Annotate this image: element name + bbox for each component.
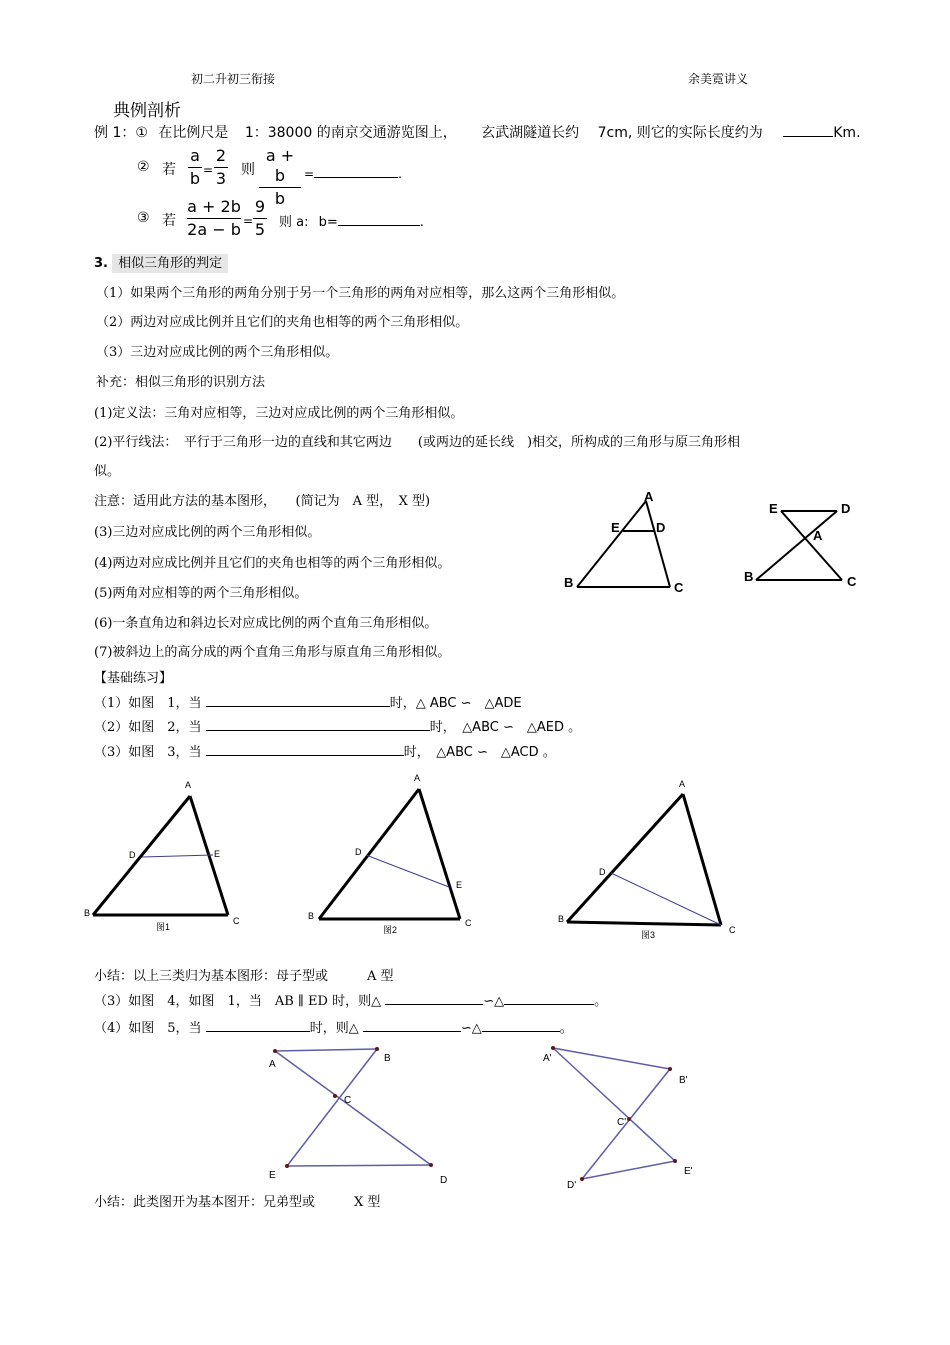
a-fig-label-d: D bbox=[656, 520, 666, 535]
q2-eq: = bbox=[203, 163, 214, 177]
practice-q5-d: 。 bbox=[559, 1021, 573, 1036]
fig4-segment-ab bbox=[275, 1049, 377, 1051]
fig1-side-ab bbox=[93, 796, 190, 915]
fig3-label-d: D bbox=[599, 867, 606, 877]
practice-q4-a: （3）如图 4，如图 1，当 AB ∥ ED 时，则△ bbox=[94, 994, 382, 1009]
q3-b: b= bbox=[318, 215, 338, 230]
fig3-label-a: A bbox=[679, 779, 686, 789]
practice-q5-blank-1[interactable] bbox=[206, 1017, 310, 1032]
example1-length: 7cm, bbox=[597, 125, 633, 141]
fig3-label-b: B bbox=[558, 914, 565, 924]
q2-fraction-2 bbox=[214, 146, 228, 189]
q3-f1-num: a + 2b bbox=[187, 197, 241, 216]
practice-q3 bbox=[94, 741, 556, 760]
fig2-side-ab bbox=[319, 789, 419, 919]
practice-q4 bbox=[94, 990, 607, 1009]
x-fig-label-b: B bbox=[744, 569, 754, 584]
q2-f3-num: a + b bbox=[265, 146, 295, 185]
practice-q5-blank-2[interactable] bbox=[363, 1017, 461, 1032]
practice-q2-blank[interactable] bbox=[206, 716, 430, 731]
practice-q3-a: （3）如图 3，当 bbox=[94, 745, 202, 760]
practice-q5 bbox=[94, 1017, 573, 1036]
section3-heading bbox=[94, 252, 228, 271]
q2-label: ② bbox=[137, 159, 150, 175]
practice-q2-b: 时， △ABC ∽ △AED 。 bbox=[429, 720, 582, 735]
fig2-label-d: D bbox=[355, 847, 362, 857]
note-basic-figure: 注意：适用此方法的基本图形， (简记为 A 型， X 型) bbox=[94, 494, 431, 509]
method-6: (6)一条直角边和斜边长对应成比例的两个直角三角形相似。 bbox=[94, 616, 438, 631]
fig5-segment-ab bbox=[553, 1048, 670, 1069]
q2-f1-den: b bbox=[189, 169, 201, 188]
example1-answer-blank[interactable] bbox=[783, 122, 833, 137]
q2-tail: = bbox=[304, 167, 315, 181]
q2-f2-num: 2 bbox=[215, 146, 227, 165]
q2-answer bbox=[304, 163, 402, 181]
method-4: (4)两边对应成比例并且它们的夹角也相等的两个三角形相似。 bbox=[94, 556, 451, 571]
header-right: 余美霓讲义 bbox=[688, 72, 749, 86]
fig1-label-a: A bbox=[185, 780, 192, 790]
q3-label: ③ bbox=[137, 210, 150, 226]
practice-q5-b: 时，则△ bbox=[309, 1021, 359, 1036]
a-fig-side-ab bbox=[577, 501, 646, 587]
a-fig-side-ac bbox=[646, 501, 670, 587]
practice-q4-b: ∽△ bbox=[483, 994, 505, 1009]
fig1-label-d: D bbox=[129, 850, 136, 860]
example1-label: 例 1：① bbox=[94, 125, 148, 141]
q2-f3-den: b bbox=[274, 189, 286, 208]
practice-q3-blank[interactable] bbox=[206, 741, 404, 756]
fig4-line-ad bbox=[275, 1051, 431, 1165]
practice-q4-blank-2[interactable] bbox=[504, 990, 594, 1005]
q2-answer-blank[interactable] bbox=[314, 163, 398, 178]
fig1-label-e: E bbox=[214, 849, 221, 859]
rule-1: （1）如果两个三角形的两角分别于另一个三角形的两角对应相等，那么这两个三角形相似。 bbox=[96, 286, 625, 301]
fig3-side-ab bbox=[567, 794, 683, 922]
q3-answer-blank[interactable] bbox=[338, 211, 420, 226]
fig3-label-c: C bbox=[729, 925, 736, 935]
fig2-label-e: E bbox=[456, 880, 463, 890]
fig4-label-d: D bbox=[440, 1175, 448, 1186]
q2-f2-den: 3 bbox=[215, 169, 227, 188]
q3-fraction-1 bbox=[187, 197, 241, 240]
fig4-label-b: B bbox=[384, 1053, 391, 1064]
practice-q1 bbox=[94, 692, 522, 711]
x-type-figure bbox=[735, 495, 870, 595]
figure-2 bbox=[305, 770, 485, 940]
fig4-label-e: E bbox=[269, 1170, 276, 1181]
practice-title: 【基础练习】 bbox=[94, 671, 173, 686]
example1-text-a: 在比例尺是 bbox=[158, 125, 229, 141]
example1-scale: 1：38000 bbox=[244, 125, 313, 141]
example1-text-d: 则它的实际长度约为 bbox=[636, 125, 763, 141]
method-2: (2)平行线法： 平行于三角形一边的直线和其它两边 (或两边的延长线 )相交，所构成的三角形与原三角形相 bbox=[94, 435, 741, 450]
practice-q5-blank-3[interactable] bbox=[482, 1017, 560, 1032]
fig5-label-d: D' bbox=[567, 1180, 577, 1191]
fig4-label-a: A bbox=[269, 1059, 276, 1070]
practice-q4-c: 。 bbox=[594, 994, 608, 1009]
fig3-side-ac bbox=[683, 794, 721, 925]
method-7: (7)被斜边上的高分成的两个直角三角形与原直角三角形相似。 bbox=[94, 645, 451, 660]
figure-3 bbox=[555, 775, 745, 945]
q3-answer bbox=[279, 211, 424, 230]
figure-4 bbox=[260, 1040, 460, 1190]
x-fig-line-ec bbox=[781, 511, 842, 580]
fig2-label-b: B bbox=[308, 911, 315, 921]
practice-q5-a: （4）如图 5，当 bbox=[94, 1021, 202, 1036]
q3-f2-num: 9 bbox=[254, 197, 266, 216]
a-fig-label-c: C bbox=[674, 580, 684, 595]
fig4-label-c: C bbox=[344, 1095, 352, 1106]
fig2-segment-de bbox=[366, 855, 449, 887]
q2-ruo: 若 bbox=[162, 162, 176, 178]
example1-text-b: 的南京交通游览图上， bbox=[316, 125, 457, 141]
fig1-segment-de bbox=[142, 855, 213, 857]
rule-2: （2）两边对应成比例并且它们的夹角也相等的两个三角形相似。 bbox=[96, 315, 469, 330]
q3-f2-den: 5 bbox=[254, 220, 266, 239]
fig1-caption: 图1 bbox=[156, 922, 171, 932]
practice-q1-a: （1）如图 1，当 bbox=[94, 696, 202, 711]
fig3-segment-dc bbox=[611, 873, 721, 925]
practice-q2 bbox=[94, 716, 581, 735]
figure-1 bbox=[80, 775, 250, 935]
method-5: (5)两角对应相等的两个三角形相似。 bbox=[94, 586, 308, 601]
example1-unit: Km. bbox=[833, 125, 861, 141]
q2-ze: 则 bbox=[241, 162, 255, 178]
fig1-label-b: B bbox=[84, 908, 91, 918]
fig3-caption: 图3 bbox=[641, 930, 656, 940]
example1-text-c: 玄武湖隧道长约 bbox=[481, 125, 580, 141]
q2-end: . bbox=[398, 167, 402, 181]
section3-title: 相似三角形的判定 bbox=[112, 254, 228, 273]
q2-fraction-1 bbox=[188, 146, 202, 189]
fig5-label-b: B' bbox=[679, 1075, 688, 1086]
practice-q4-blank-1[interactable] bbox=[385, 990, 483, 1005]
a-fig-label-b: B bbox=[564, 575, 574, 590]
figure-5 bbox=[535, 1040, 715, 1195]
fig5-segment-de bbox=[582, 1161, 675, 1179]
practice-q5-c: ∽△ bbox=[460, 1021, 482, 1036]
a-type-figure bbox=[560, 485, 710, 600]
x-fig-label-a: A bbox=[813, 528, 823, 543]
method-1: (1)定义法：三角对应相等，三边对应成比例的两个三角形相似。 bbox=[94, 406, 464, 421]
q3-ruo: 若 bbox=[162, 213, 176, 229]
q3-ze: 则 a: bbox=[279, 215, 309, 230]
method-3: (3)三边对应成比例的两个三角形相似。 bbox=[94, 525, 321, 540]
summary-1: 小结：以上三类归为基本图形：母子型或 A 型 bbox=[94, 969, 394, 984]
fig4-line-be bbox=[287, 1049, 377, 1166]
example1-line bbox=[94, 122, 861, 142]
x-fig-line-db bbox=[756, 511, 837, 580]
fig1-label-c: C bbox=[233, 916, 240, 926]
practice-q2-a: （2）如图 2，当 bbox=[94, 720, 202, 735]
q3-end: . bbox=[419, 215, 424, 230]
x-fig-label-c: C bbox=[847, 574, 857, 589]
x-fig-label-e: E bbox=[769, 501, 778, 516]
rule-3: （3）三边对应成比例的两个三角形相似。 bbox=[96, 345, 339, 360]
fig2-label-a: A bbox=[414, 773, 421, 783]
practice-q1-b: 时，△ ABC ∽ △ADE bbox=[389, 696, 522, 711]
q3-f1-den: 2a − b bbox=[187, 220, 241, 239]
fig5-line-ae bbox=[553, 1048, 675, 1161]
fig2-label-c: C bbox=[465, 918, 472, 928]
practice-q3-b: 时， △ABC ∽ △ACD 。 bbox=[403, 745, 556, 760]
fig5-label-e: E' bbox=[684, 1166, 693, 1177]
section-title: 典例剖析 bbox=[113, 101, 181, 121]
method-2-cont: 似。 bbox=[94, 464, 121, 479]
header-left: 初二升初三衔接 bbox=[191, 72, 276, 86]
fig5-label-c: C' bbox=[617, 1117, 627, 1128]
practice-q1-blank[interactable] bbox=[206, 692, 390, 707]
section3-num: 3. bbox=[94, 256, 108, 271]
fig5-label-a: A' bbox=[543, 1053, 552, 1064]
q3-fraction-2 bbox=[253, 197, 267, 240]
summary-2: 小结：此类图开为基本图开：兄弟型或 X 型 bbox=[94, 1195, 381, 1210]
a-fig-label-e: E bbox=[611, 520, 620, 535]
q2-f1-num: a bbox=[190, 146, 200, 165]
supplement-title: 补充：相似三角形的识别方法 bbox=[96, 375, 266, 390]
fig2-side-ac bbox=[419, 789, 463, 919]
x-fig-label-d: D bbox=[841, 501, 851, 516]
fig4-segment-ed bbox=[287, 1165, 431, 1166]
a-fig-label-a: A bbox=[644, 489, 654, 504]
fig2-caption: 图2 bbox=[383, 925, 398, 935]
fig3-side-bc bbox=[567, 922, 721, 925]
q3-eq: = bbox=[243, 214, 254, 228]
